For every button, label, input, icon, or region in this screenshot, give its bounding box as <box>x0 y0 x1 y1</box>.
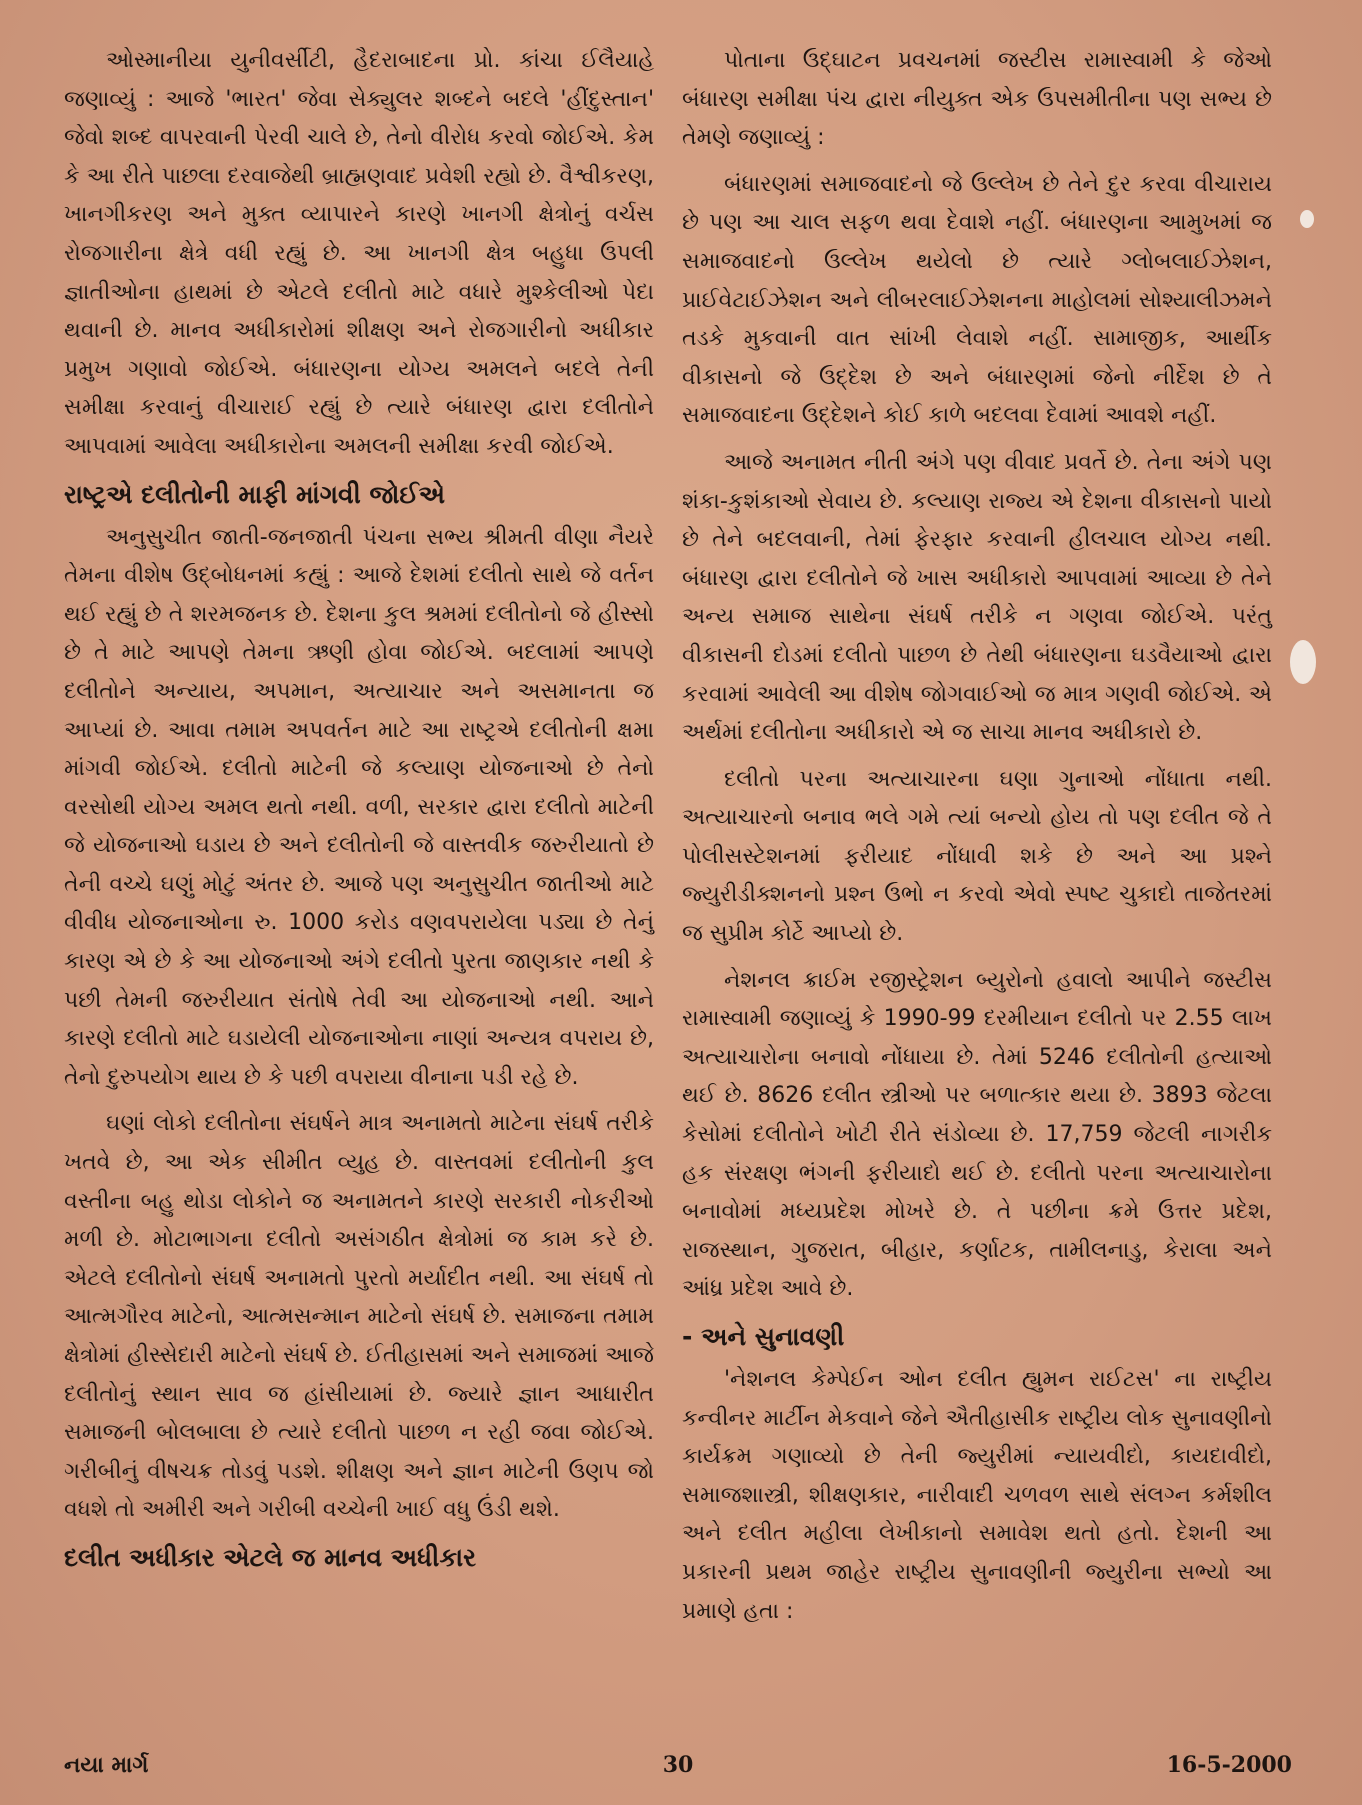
paragraph: અનુસુચીત જાતી-જનજાતી પંચના સભ્ય શ્રીમતી વીણા નૈયરે તેમના વીશેષ ઉદ્‌બોધનમાં કહ્યું : આજે દેશમાં દલીતો સાથે જે વર્તન થઈ રહ્યું છે તે શરમજનક છે. દેશના કુલ શ્રમમાં દલીતોનો જે હીસ્સો છે તે માટે આપણે તેમના ઋણી હોવા જોઈએ. બદલામાં આપણે દલીતોને અન્યાય, અપમાન, અત્યાચાર અને અસમાનતા જ આપ્યાં છે. આવા તમામ અપવર્તન માટે આ રાષ્ટ્રએ દલીતોની ક્ષમા માંગવી જોઈએ. દલીતો માટેની જે કલ્યાણ યોજનાઓ છે તેનો વરસોથી યોગ્ય અમલ થતો નથી. વળી, સરકાર દ્વારા દલીતો માટેની જે યોજનાઓ ઘડાય છે અને દલીતોની જે વાસ્તવીક જરુરીયાતો છે તેની વચ્ચે ઘણું મોટું અંતર છે. આજે પણ અનુસુચીત જાતીઓ માટે વીવીધ યોજનાઓના રુ. 1000 કરોડ વણવપરાયેલા પડ્યા છે તેનું કારણ એ છે કે આ યોજનાઓ અંગે દલીતો પુરતા જાણકાર નથી કે પછી તેમની જરુરીયાત સંતોષે તેવી આ યોજનાઓ નથી. આને કારણે દલીતો માટે ઘડાયેલી યોજનાઓના નાણાં અન્યત્ર વપરાય છે, તેનો દુરુપયોગ થાય છે કે પછી વપરાયા વીનાના પડી રહે છે. <box>64 524 654 1090</box>
paper-tear <box>1290 640 1316 684</box>
page-footer <box>64 1752 1292 1778</box>
paragraph: ઘણાં લોકો દલીતોના સંઘર્ષને માત્ર અનામતો માટેના સંઘર્ષ તરીકે ખતવે છે, આ એક સીમીત વ્યુહ છે. વાસ્તવમાં દલીતોની કુલ વસ્તીના બહુ થોડા લોકોને જ અનામતને કારણે સરકારી નોકરીઓ મળી છે. મોટાભાગના દલીતો અસંગઠીત ક્ષેત્રોમાં જ કામ કરે છે. એટલે દલીતોનો સંઘર્ષ અનામતો પુરતો મર્યાદીત નથી. આ સંઘર્ષ તો આત્મગૌરવ માટેનો, આત્મસન્માન માટેનો સંઘર્ષ છે. સમાજના તમામ ક્ષેત્રોમાં હીસ્સેદારી માટેનો સંઘર્ષ છે. ઈતીહાસમાં અને સમાજમાં આજે દલીતોનું સ્થાન સાવ જ હાંસીયામાં છે. જ્યારે જ્ઞાન આધારીત સમાજની બોલબાલા છે ત્યારે દલીતો પાછળ ન રહી જવા જોઈએ. ગરીબીનું વીષચક્ર તોડવું પડશે. શીક્ષણ અને જ્ઞાન માટેની ઉણપ જો વધશે તો અમીરી અને ગરીબી વચ્ચેની ખાઈ વધુ ઉંડી થશે. <box>64 1111 654 1523</box>
section-heading: રાષ્ટ્રએ દલીતોની માફી માંગવી જોઈએ <box>64 479 446 509</box>
section-heading: - અને સુનાવણી <box>682 1322 845 1351</box>
paragraph: બંધારણમાં સમાજવાદનો જે ઉલ્લેખ છે તેને દુર કરવા વીચારાય છે પણ આ ચાલ સફળ થવા દેવાશે નહીં. બંધારણના આમુખમાં જ સમાજવાદનો ઉલ્લેખ થયેલો છે ત્યારે ગ્લોબલાઈઝેશન, પ્રાઈવેટાઈઝેશન અને લીબરલાઈઝેશનના માહોલમાં સોશ્યાલીઝમને તડકે મુકવાની વાત સાંખી લેવાશે નહીં. સામાજીક, આર્થીક વીકાસનો જે ઉદ્દેશ છે અને બંધારણમાં જેનો નીર્દેશ છે તે સમાજવાદના ઉદ્દેશને કોઈ કાળે બદલવા દેવામાં આવશે નહીં. <box>682 171 1272 429</box>
paragraph: પોતાના ઉદ્‌ઘાટન પ્રવચનમાં જસ્ટીસ રામાસ્વામી કે જેઓ બંધારણ સમીક્ષા પંચ દ્વારા નીયુક્ત એક ઉપસમીતીના પણ સભ્ય છે તેમણે જણાવ્યું : <box>682 48 1272 151</box>
page-number: 30 <box>662 1752 694 1778</box>
paragraph: દલીતો પરના અત્યાચારના ઘણા ગુનાઓ નોંધાતા નથી. અત્યાચારનો બનાવ ભલે ગમે ત્યાં બન્યો હોય તો પણ દલીત જે તે પોલીસસ્ટેશનમાં ફરીયાદ નોંધાવી શકે છે અને આ પ્રશ્ને જ્યુરીડીક્શનનો પ્રશ્ન ઉભો ન કરવો એવો સ્પષ્ટ ચુકાદો તાજેતરમાં જ સુપ્રીમ કોર્ટે આપ્યો છે. <box>682 766 1272 947</box>
paragraph: ઓસ્માનીયા યુનીવર્સીટી, હૈદરાબાદના પ્રો. કાંચા ઈલૈયાહે જણાવ્યું : આજે 'ભારત' જેવા સેક્યુલર શબ્દને બદલે 'હીંદુસ્તાન' જેવો શબ્દ વાપરવાની પેરવી ચાલે છે, તેનો વીરોધ કરવો જોઈએ. કેમ કે આ રીતે પાછલા દરવાજેથી બ્રાહ્મણવાદ પ્રવેશી રહ્યો છે. વૈશ્વીકરણ, ખાનગીકરણ અને મુક્ત વ્યાપારને કારણે ખાનગી ક્ષેત્રોનું વર્ચસ રોજગારીના ક્ષેત્રે વધી રહ્યું છે. આ ખાનગી ક્ષેત્ર બહુધા ઉપલી જ્ઞાતીઓના હાથમાં છે એટલે દલીતો માટે વધારે મુશ્કેલીઓ પેદા થવાની છે. માનવ અધીકારોમાં શીક્ષણ અને રોજગારીનો અધીકાર પ્રમુખ ગણાવો જોઈએ. બંધારણના યોગ્ય અમલને બદલે તેની સમીક્ષા કરવાનું વીચારાઈ રહ્યું છે ત્યારે બંધારણ દ્વારા દલીતોને આપવામાં આવેલા અધીકારોના અમલની સમીક્ષા કરવી જોઈએ. <box>64 48 654 459</box>
paragraph: 'નેશનલ કેમ્પેઈન ઓન દલીત હ્યુમન રાઈટસ' ના રાષ્ટ્રીય કન્વીનર માર્ટીન મેકવાને જેને ઐતીહાસીક રાષ્ટ્રીય લોક સુનાવણીનો કાર્યક્રમ ગણાવ્યો છે તેની જ્યુરીમાં ન્યાયવીદો, કાયદાવીદો, સમાજશાસ્ત્રી, શીક્ષણકાર, નારીવાદી ચળવળ સાથે સંલગ્ન કર્મશીલ અને દલીત મહીલા લેખીકાનો સમાવેશ થતો હતો. દેશની આ પ્રકારની પ્રથમ જાહેર રાષ્ટ્રીય સુનાવણીની જ્યુરીના સભ્યો આ પ્રમાણે હતા : <box>682 1367 1272 1624</box>
section-heading: દલીત અધીકાર એટલે જ માનવ અધીકાર <box>64 1542 477 1572</box>
left-column <box>64 42 654 1582</box>
paragraph: આજે અનામત નીતી અંગે પણ વીવાદ પ્રવર્તે છે. તેના અંગે પણ શંકા-કુશંકાઓ સેવાય છે. કલ્યાણ રાજ્ય એ દેશના વીકાસનો પાયો છે તેને બદલવાની, તેમાં ફેરફાર કરવાની હીલચાલ યોગ્ય નથી. બંધારણ દ્વારા દલીતોને જે ખાસ અધીકારો આપવામાં આવ્યા છે તેને અન્ય સમાજ સાથેના સંઘર્ષ તરીકે ન ગણવા જોઈએ. પરંતુ વીકાસની દોડમાં દલીતો પાછળ છે તેથી બંધારણના ઘડવૈયાઓ દ્વારા કરવામાં આવેલી આ વીશેષ જોગવાઈઓ જ માત્ર ગણવી જોઈએ. એ અર્થમાં દલીતોના અધીકારો એ જ સાચા માનવ અધીકારો છે. <box>682 449 1272 746</box>
publication-name: નયા માર્ગ <box>64 1752 149 1778</box>
issue-date: 16-5-2000 <box>1166 1752 1292 1778</box>
paper-tear <box>1300 210 1314 228</box>
right-column <box>682 42 1272 1639</box>
paragraph: નેશનલ ક્રાઈમ રજીસ્ટ્રેશન બ્યુરોનો હવાલો આપીને જસ્ટીસ રામાસ્વામી જણાવ્યું કે 1990-99 દરમીયાન દલીતો પર 2.55 લાખ અત્યાચારોના બનાવો નોંધાયા છે. તેમાં 5246 દલીતોની હત્યાઓ થઈ છે. 8626 દલીત સ્ત્રીઓ પર બળાત્કાર થયા છે. 3893 જેટલા કેસોમાં દલીતોને ખોટી રીતે સંડોવ્યા છે. 17,759 જેટલી નાગરીક હક સંરક્ષણ ભંગની ફરીયાદો થઈ છે. દલીતો પરના અત્યાચારોના બનાવોમાં મધ્યપ્રદેશ મોખરે છે. તે પછીના ક્રમે ઉત્તર પ્રદેશ, રાજસ્થાન, ગુજરાત, બીહાર, કર્ણાટક, તામીલનાડુ, કેરાલા અને આંધ્ર પ્રદેશ આવે છે. <box>682 967 1272 1302</box>
